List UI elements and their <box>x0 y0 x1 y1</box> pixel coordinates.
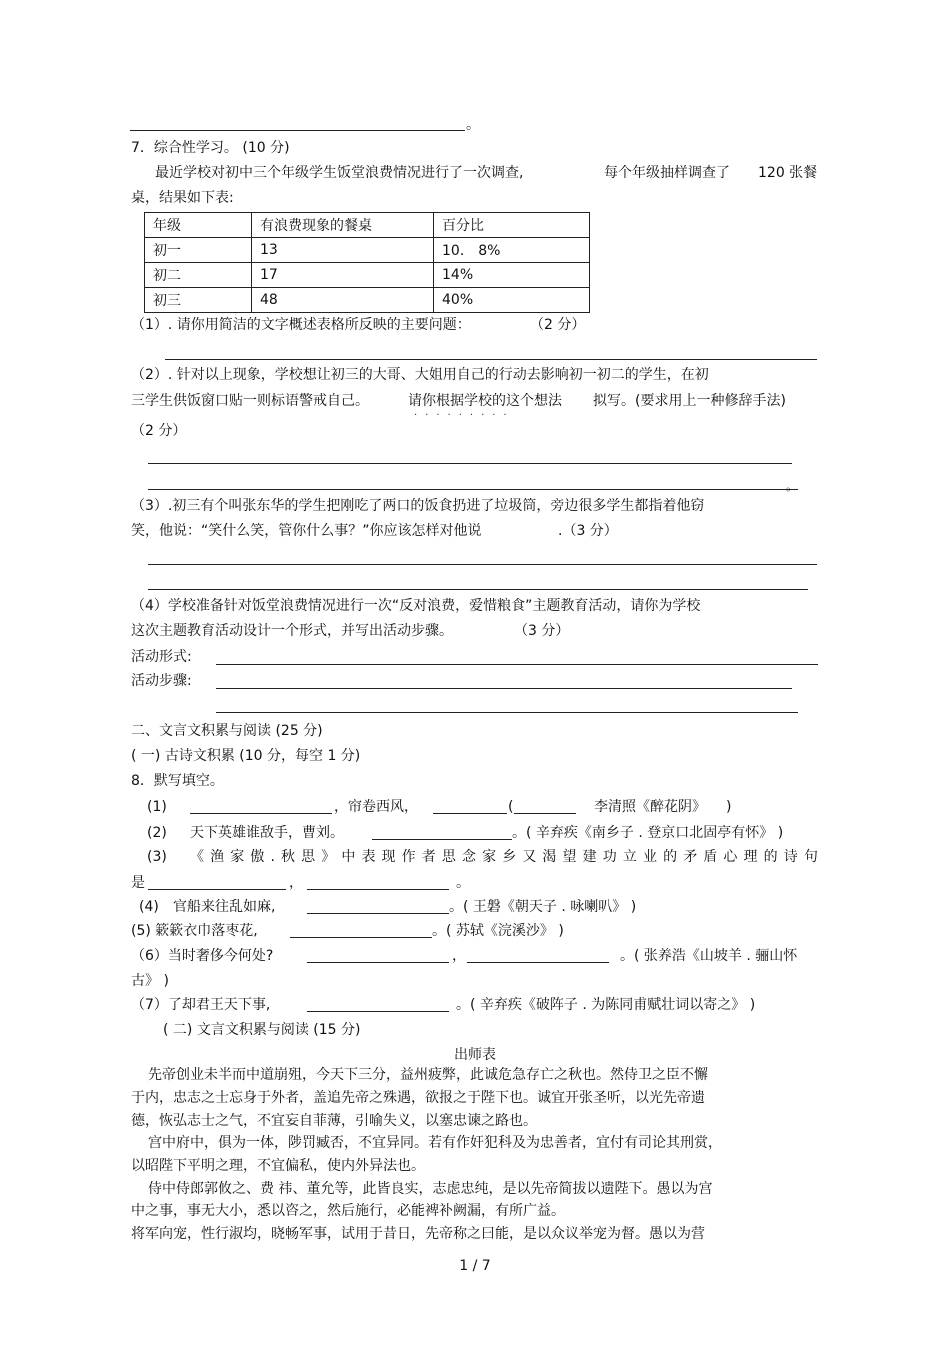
item3-char: 秋 <box>281 849 295 865</box>
part2-sub2: ( 二) 文言文积累与阅读 (15 分) <box>163 1022 361 1038</box>
item3-char: . <box>270 849 275 865</box>
item3-char: 思 <box>301 849 316 865</box>
passage-line: 于内，忠志之士忘身于外者，盖追先帝之殊遇，欲报之于陛下也。诚宜开张圣听，以光先帝遗 <box>131 1090 705 1106</box>
item3-char: 立 <box>622 849 637 865</box>
table-row <box>145 288 590 313</box>
q7-intro-c: 120 张餐 <box>758 165 818 181</box>
fill-blank[interactable] <box>307 899 449 914</box>
item3-char: 功 <box>602 849 617 865</box>
item6-source: 。( 张养浩《山坡羊 . 骊山怀 <box>620 948 798 964</box>
item1-source: 李清照《醉花阴》 <box>594 799 706 815</box>
q7-sub2-score: （2 分） <box>131 423 187 439</box>
q7-heading: 7．综合性学习。 (10 分) <box>131 140 290 156</box>
q7-sub2-line2b: 请你根据学校的这个想法 <box>408 393 562 409</box>
item5-text: (5) 簌簌衣巾落枣花, <box>131 923 258 939</box>
item3-char: 者 <box>421 849 436 865</box>
q7-sub3-line2b: .（3 分） <box>558 523 618 539</box>
item-number: (2) <box>147 825 167 841</box>
answer-line[interactable] <box>216 712 798 713</box>
q7-sub4-line1: （4）学校准备针对饭堂浪费情况进行一次“反对浪费，爱惜粮食”主题教育活动，请你为学校 <box>131 598 701 614</box>
activity-steps-label: 活动步骤: <box>131 673 192 689</box>
page-number: 1 / 7 <box>459 1258 491 1274</box>
item3-char: 乡 <box>502 849 517 865</box>
activity-form-label: 活动形式: <box>131 649 192 665</box>
item2-source: 。( 辛弃疾《南乡子 . 登京口北固亭有怀》 ) <box>512 825 784 841</box>
table-cell: 初一 <box>145 238 252 263</box>
item3-char: 傲 <box>250 849 265 865</box>
item3-char: 》 <box>321 849 336 865</box>
item3-char: 的 <box>763 849 778 865</box>
item3-char: 中 <box>341 849 356 865</box>
answer-line[interactable] <box>148 589 808 590</box>
table-cell: 13 <box>252 238 434 263</box>
item3-char: 建 <box>582 849 597 865</box>
period-mark: 。 <box>466 117 480 133</box>
answer-line[interactable] <box>148 564 817 565</box>
item1-text: ，帘卷西风， <box>334 799 418 815</box>
fill-blank[interactable] <box>372 825 512 840</box>
answer-line[interactable] <box>130 130 465 131</box>
item3-char: 又 <box>522 849 537 865</box>
item3-char: 诗 <box>783 849 798 865</box>
fill-blank[interactable] <box>433 799 507 814</box>
passage-line: 将军向宠，性行淑均，晓畅军事，试用于昔日，先帝称之曰能，是以众议举宠为督。愚以为营 <box>131 1226 705 1242</box>
answer-line[interactable] <box>165 359 817 360</box>
q7-sub3-line1: （3）.初三有个叫张东华的学生把刚吃了两口的饭食扔进了垃圾筒，旁边很多学生都指着他窃 <box>131 498 705 514</box>
item6-text: （6）当时奢侈今何处? <box>131 948 274 964</box>
item2-text: 天下英雄谁敌手，曹刘。 <box>190 825 344 841</box>
q7-sub3-line2a: 笑，他说：“笑什么笑，管你什么事？”你应该怎样对他说 <box>131 523 482 539</box>
passage-line: 侍中侍郎郭攸之、费 祎、董允等，此皆良实，志虑忠纯，是以先帝简拔以遗陛下。愚以为宫 <box>148 1181 713 1197</box>
paren-close: ) <box>726 799 732 815</box>
q7-sub4-line2b: （3 分） <box>514 623 570 639</box>
item3-char: 的 <box>663 849 678 865</box>
passage-line: 中之事，事无大小，悉以咨之，然后施行，必能裨补阙漏，有所广益。 <box>131 1203 565 1219</box>
passage-line: 德，恢弘志士之气，不宜妄自菲薄，引喻失义，以塞忠谏之路也。 <box>131 1113 537 1129</box>
item3-char: 理 <box>743 849 758 865</box>
survey-table <box>144 212 590 313</box>
q7-intro-a: 最近学校对初中三个年级学生饭堂浪费情况进行了一次调查, <box>155 165 524 181</box>
item7-source: 。( 辛弃疾《破阵子 . 为陈同甫赋壮词以寄之》 ) <box>456 997 756 1013</box>
item3-cont: 是 <box>131 875 145 891</box>
item3-char: 现 <box>381 849 396 865</box>
period-mark: 。 <box>456 875 470 891</box>
item-number: (3) <box>147 849 167 865</box>
q7-sub2-line2a: 三学生供饭窗口贴一则标语警戒自己。 <box>131 393 369 409</box>
item3-char: 思 <box>441 849 456 865</box>
table-header: 百分比 <box>434 213 590 238</box>
part2-sub1: ( 一) 古诗文积累 (10 分，每空 1 分) <box>131 748 361 764</box>
item3-char: 矛 <box>683 849 698 865</box>
table-header-row <box>145 213 590 238</box>
item3-char: 作 <box>401 849 416 865</box>
passage-line: 宫中府中，俱为一体，陟罚臧否，不宜异同。若有作奸犯科及为忠善者，宜付有司论其刑赏， <box>148 1135 722 1151</box>
item3-char: 望 <box>562 849 577 865</box>
q7-sub1-score: （2 分） <box>530 317 586 333</box>
passage-line: 先帝创业未半而中道崩殂，今天下三分，益州疲弊，此诚危急存亡之秋也。然侍卫之臣不懈 <box>148 1067 708 1083</box>
item3-char: 《 <box>190 849 204 865</box>
table-cell: 初二 <box>145 263 252 288</box>
answer-line[interactable] <box>148 489 798 490</box>
fill-blank[interactable] <box>307 875 449 890</box>
fill-blank[interactable] <box>307 948 449 963</box>
table-row <box>145 238 590 263</box>
item3-char: 家 <box>482 849 497 865</box>
q7-intro-b: 每个年级抽样调查了 <box>604 165 730 181</box>
item5-source: 。( 苏轼《浣溪沙》 ) <box>432 923 564 939</box>
item3-char: 渴 <box>542 849 557 865</box>
fill-blank[interactable] <box>290 923 432 938</box>
answer-line[interactable] <box>148 463 792 464</box>
item3-char: 表 <box>361 849 376 865</box>
comma: ， <box>452 948 466 964</box>
q7-sub2-line1: （2）. 针对以上现象，学校想让初三的大哥、大姐用自己的行动去影响初一初二的学生，在初 <box>131 367 709 383</box>
item3-char: 句 <box>803 849 818 865</box>
activity-form-line[interactable] <box>216 664 818 665</box>
table-cell: 14% <box>434 263 590 288</box>
table-row <box>145 263 590 288</box>
item6-cont: 古》 ) <box>131 973 169 989</box>
passage-title: 出师表 <box>454 1047 496 1063</box>
table-cell: 17 <box>252 263 434 288</box>
item3-char: 家 <box>230 849 245 865</box>
item3-char: 念 <box>461 849 476 865</box>
fill-blank[interactable] <box>467 948 609 963</box>
paren-open: ( <box>508 799 514 815</box>
item3-char: 心 <box>723 849 738 865</box>
item7-text: （7）了却君王天下事, <box>131 997 271 1013</box>
table-cell: 10． 8% <box>434 238 590 263</box>
item3-question <box>190 848 818 866</box>
item4-source: 。( 王磐《朝天子 . 咏喇叭》 ) <box>449 899 637 915</box>
item3-char: 业 <box>642 849 657 865</box>
item3-char: 渔 <box>210 849 225 865</box>
item4-text: 官船来往乱如麻, <box>173 899 276 915</box>
q7-sub1: （1）. 请你用简洁的文字概述表格所反映的主要问题： <box>131 317 471 333</box>
fill-blank[interactable] <box>148 875 286 890</box>
q8-heading: 8．默写填空。 <box>131 773 224 789</box>
passage-line: 以昭陛下平明之理，不宜偏私，使内外异法也。 <box>131 1158 425 1174</box>
table-header: 有浪费现象的餐桌 <box>252 213 434 238</box>
fill-blank[interactable] <box>307 997 449 1012</box>
item-number: (1) <box>147 799 167 815</box>
table-cell: 40% <box>434 288 590 313</box>
fill-blank[interactable] <box>190 799 332 814</box>
fill-blank[interactable] <box>514 799 576 814</box>
table-cell: 48 <box>252 288 434 313</box>
comma: ， <box>289 875 303 891</box>
item-number: (4) <box>139 899 159 915</box>
emphasis-dots: ········· <box>414 410 515 421</box>
q7-sub2-line2c: 拟写。(要求用上一种修辞手法) <box>593 393 786 409</box>
part2-heading: 二、文言文积累与阅读 (25 分) <box>131 723 323 739</box>
q7-sub4-line2a: 这次主题教育活动设计一个形式，并写出活动步骤。 <box>131 623 453 639</box>
activity-steps-line[interactable] <box>216 688 792 689</box>
period-mark: 。 <box>786 479 799 493</box>
item3-char: 盾 <box>703 849 718 865</box>
table-cell: 初三 <box>145 288 252 313</box>
q7-intro-2: 桌，结果如下表: <box>131 190 234 206</box>
table-header: 年级 <box>145 213 252 238</box>
